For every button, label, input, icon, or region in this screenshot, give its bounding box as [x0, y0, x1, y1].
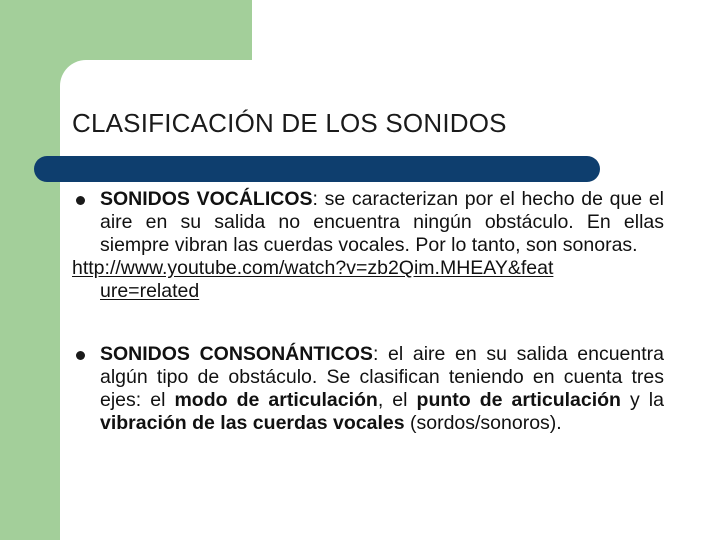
- youtube-link[interactable]: [72, 257, 664, 303]
- bold-vibracion-cuerdas: vibración de las cuerdas vocales: [100, 412, 405, 434]
- bold-punto-articulacion: punto de articulación: [416, 389, 621, 411]
- definition-consonanticos-2: , el: [377, 389, 417, 411]
- bullet-item-consonanticos: [72, 343, 664, 435]
- definition-consonanticos-1: : el aire en su salida encuentra algún tipo de obstáculo. Se clasifican teniendo en cuenta tres ejes: el: [100, 343, 664, 411]
- term-vocalicos: SONIDOS VOCÁLICOS: [100, 188, 313, 210]
- bullet-dot-icon: [76, 196, 85, 205]
- youtube-link-line2: ure=related: [100, 280, 200, 302]
- definition-consonanticos-4: (sordos/sonoros).: [404, 412, 562, 434]
- bullet-dot-icon: [76, 351, 85, 360]
- slide-title: CLASIFICACIÓN DE LOS SONIDOS: [72, 108, 507, 138]
- definition-consonanticos-3: y la: [620, 389, 664, 411]
- bold-modo-articulacion: modo de articulación: [174, 389, 378, 411]
- slide-content: [72, 188, 664, 435]
- definition-vocalicos: : se caracterizan por el hecho de que el aire en su salida no encuentra ningún obstáculo. En ellas siempre vibran las cuerdas vocales. Por lo tanto, son sonoras.: [100, 188, 664, 256]
- youtube-link-line1: http://www.youtube.com/watch?v=zb2Qim.MHEAY&feat: [72, 257, 554, 279]
- term-consonanticos: SONIDOS CONSONÁNTICOS: [100, 343, 373, 365]
- title-divider-bar: [34, 156, 600, 182]
- bullet-item-vocalicos: [72, 188, 664, 257]
